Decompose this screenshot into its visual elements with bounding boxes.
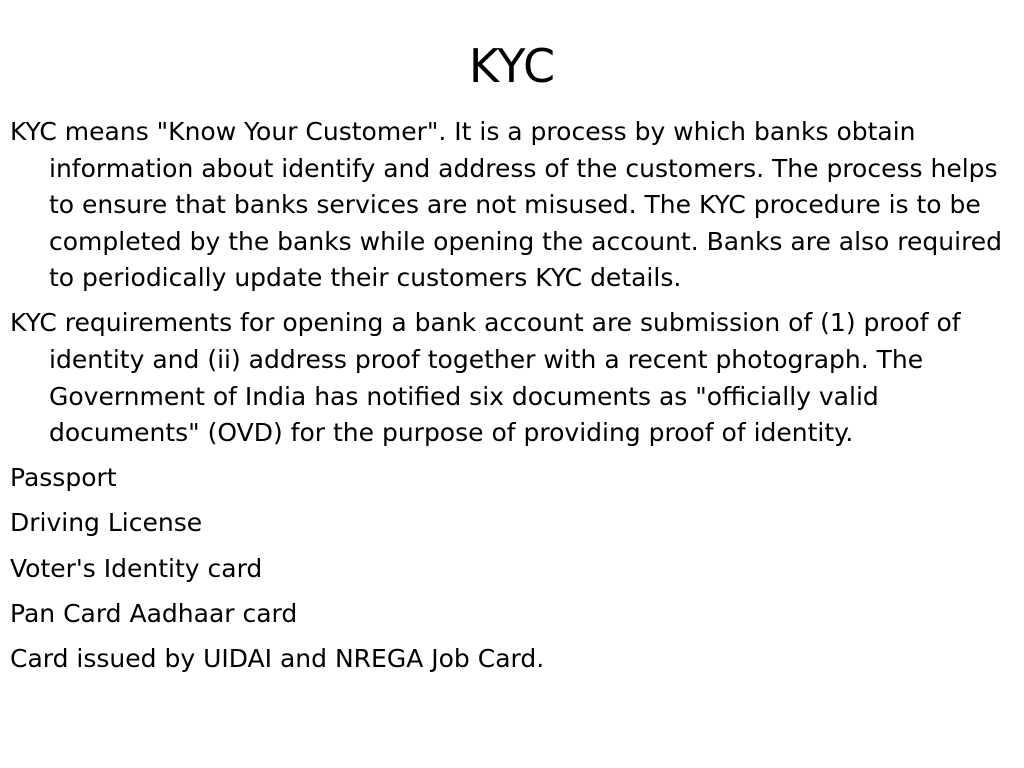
document-item-driving-license: Driving License	[10, 508, 203, 538]
document-item-passport: Passport	[10, 463, 117, 493]
document-item-voter-id: Voter's Identity card	[10, 553, 263, 583]
slide-body	[10, 114, 1016, 677]
document-item-pan-aadhaar: Pan Card Aadhaar card	[10, 598, 298, 628]
document-item-uidai-nrega: Card issued by UIDAI and NREGA Job Card.	[10, 643, 545, 673]
kyc-requirements-paragraph: KYC requirements for opening a bank account are submission of (1) proof of identity and (ii) address proof together with a recent photograph. The Government of India has notified six documents as "officially valid documents" (OVD) for the purpose of providing proof of identity.	[10, 308, 961, 448]
kyc-definition-paragraph: KYC means "Know Your Customer". It is a process by which banks obtain information about identify and address of the customers. The process helps to ensure that banks services are not misused. The KYC procedure is to be completed by the banks while opening the account. Banks are also required to periodically update their customers KYC details.	[10, 117, 1003, 293]
slide-title: KYC	[468, 39, 556, 93]
